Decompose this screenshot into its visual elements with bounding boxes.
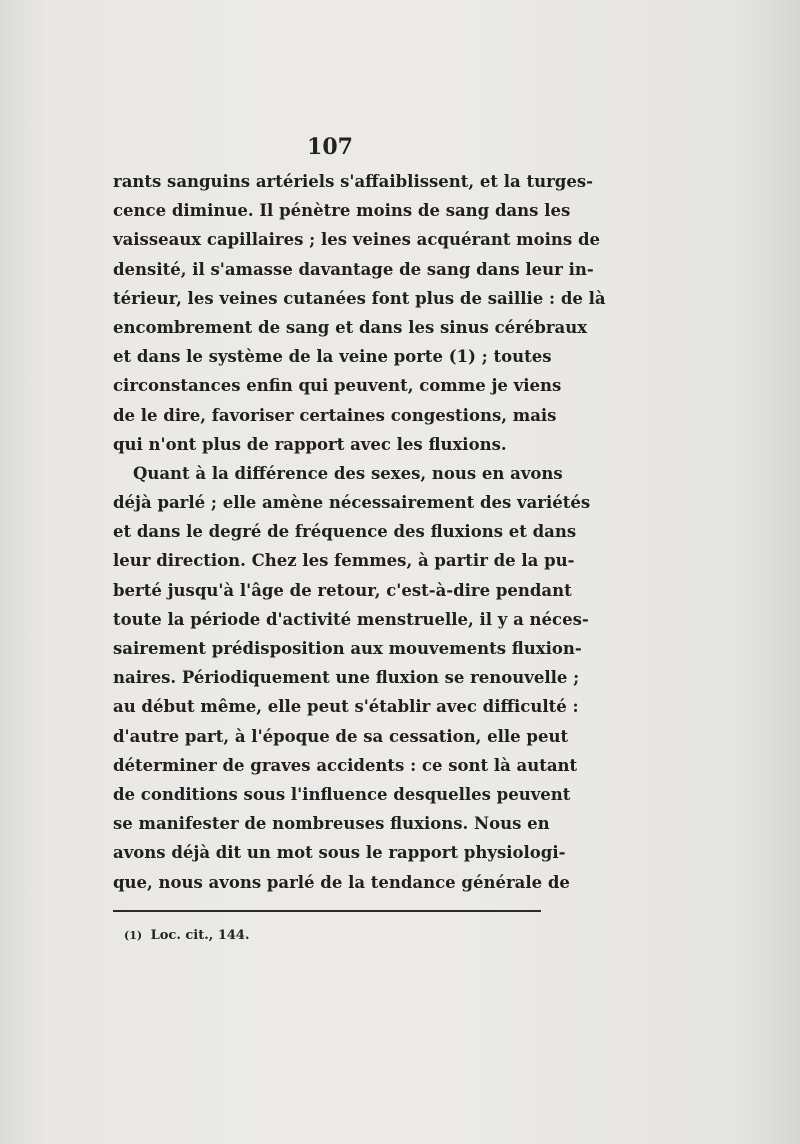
text-line: encombrement de sang et dans les sinus cérébraux — [113, 317, 588, 337]
text-line: Quant à la différence des sexes, nous en avons — [133, 463, 563, 483]
body-text — [113, 167, 606, 897]
text-line: toute la période d'activité menstruelle, il y a néces- — [113, 609, 589, 629]
text-line: naires. Périodiquement une fluxion se renouvelle ; — [113, 668, 580, 688]
text-line: déjà parlé ; elle amène nécessairement des variétés — [113, 493, 591, 513]
text-line: densité, il s'amasse davantage de sang dans leur in- — [113, 259, 594, 279]
text-line: térieur, les veines cutanées font plus de saillie : de là — [113, 288, 606, 308]
text-line: rants sanguins artériels s'affaiblissent, et la turges- — [113, 172, 593, 191]
footnote-text: Loc. cit., 144. — [150, 928, 250, 943]
footnote-divider — [113, 910, 541, 912]
text-line: circonstances enfin qui peuvent, comme je viens — [113, 376, 562, 396]
text-line: d'autre part, à l'époque de sa cessation, elle peut — [113, 726, 569, 746]
page-number: 107 — [307, 134, 353, 160]
text-line: berté jusqu'à l'âge de retour, c'est-à-dire pendant — [113, 580, 572, 600]
text-line: qui n'ont plus de rapport avec les fluxions. — [113, 434, 507, 454]
text-line: sairement prédisposition aux mouvements fluxion- — [113, 639, 582, 658]
text-line: et dans le système de la veine porte (1) ; toutes — [113, 347, 552, 367]
footnote-marker: (1) — [124, 929, 143, 942]
text-line: cence diminue. Il pénètre moins de sang dans les — [113, 201, 571, 221]
text-line: avons déjà dit un mot sous le rapport physiologi- — [113, 843, 566, 863]
text-line: vaisseaux capillaires ; les veines acquérant moins de — [113, 230, 600, 250]
footnote — [124, 928, 250, 943]
text-line: au début même, elle peut s'établir avec difficulté : — [113, 697, 579, 717]
text-line: et dans le degré de fréquence des fluxions et dans — [113, 522, 577, 542]
text-line: déterminer de graves accidents : ce sont là autant — [113, 755, 578, 775]
text-line: que, nous avons parlé de la tendance générale de — [113, 872, 570, 892]
text-line: leur direction. Chez les femmes, à partir de la pu- — [113, 551, 575, 571]
text-line: se manifester de nombreuses fluxions. Nous en — [113, 814, 550, 834]
text-line: de le dire, favoriser certaines congestions, mais — [113, 405, 557, 425]
text-line: de conditions sous l'influence desquelles peuvent — [113, 784, 571, 804]
